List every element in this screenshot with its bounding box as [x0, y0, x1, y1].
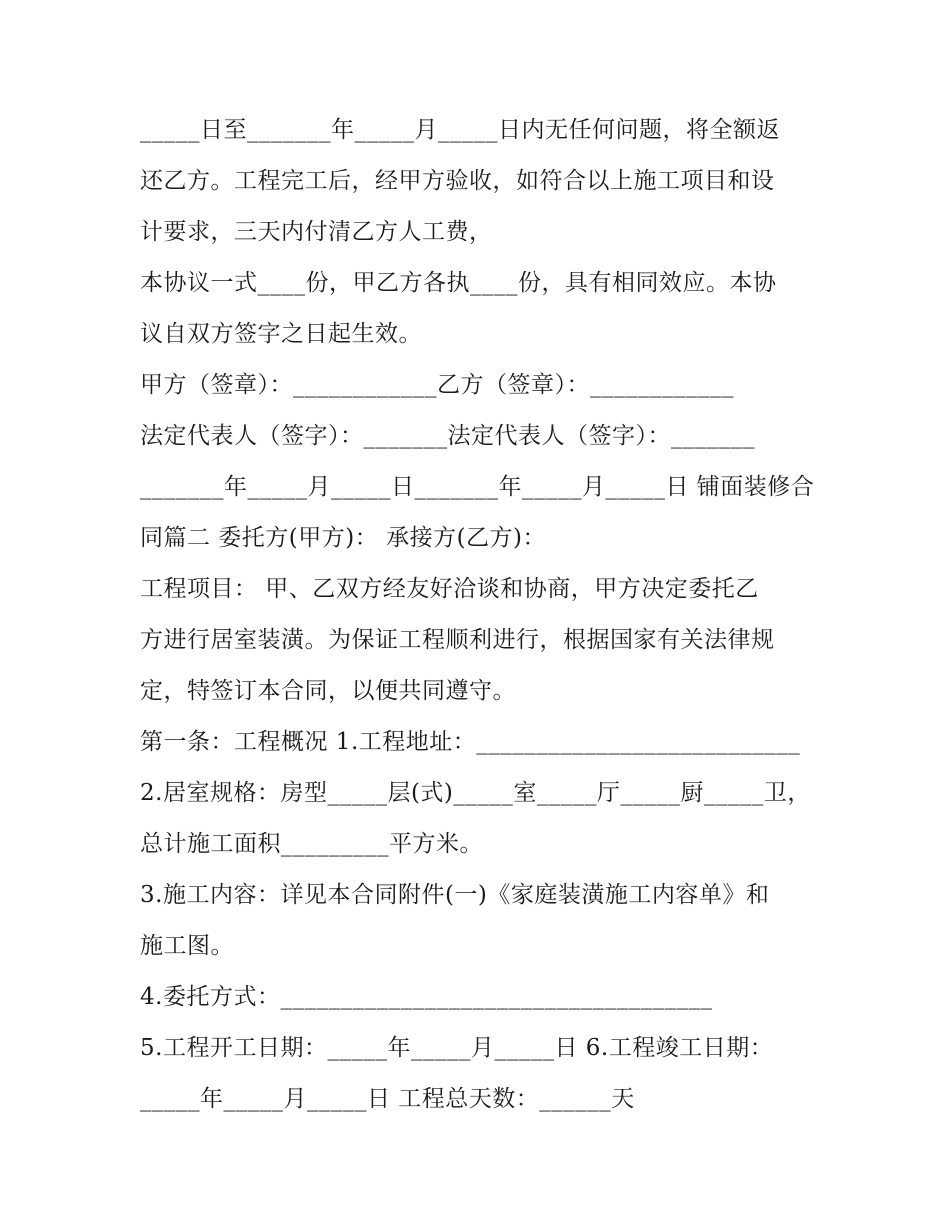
- text-line: _____日至_______年_____月_____日内无任何问题，将全额返: [140, 117, 780, 143]
- clause-line: 2.居室规格：房型_____层(式)_____室_____厅_____厨_____卫，: [140, 780, 811, 806]
- date-line: _______年_____月_____日_______年_____月_____日 铺面装修合: [140, 474, 815, 500]
- signature-line-representative: 法定代表人（签字）：_______法定代表人（签字）：_______: [140, 423, 755, 449]
- clause-line: 总计施工面积_________平方米。: [140, 831, 483, 857]
- text-line: 方进行居室装潢。为保证工程顺利进行，根据国家有关法律规: [140, 627, 775, 653]
- text-line: 议自双方签字之日起生效。: [140, 321, 422, 347]
- text-line: 本协议一式____份，甲乙方各执____份，具有相同效应。本协: [140, 270, 777, 296]
- text-line: 计要求，三天内付清乙方人工费，: [140, 219, 493, 245]
- text-line: 定，特签订本合同，以便共同遵守。: [140, 678, 516, 704]
- text-line: 还乙方。工程完工后，经甲方验收，如符合以上施工项目和设: [140, 168, 775, 194]
- section-heading: 同篇二 委托方(甲方)： 承接方(乙方)：: [140, 525, 547, 551]
- clause-line: 4.委托方式：____________________________________: [140, 984, 713, 1010]
- signature-line-party: 甲方（签章）：____________乙方（签章）：____________: [140, 372, 734, 398]
- text-line: 工程项目： 甲、乙双方经友好洽谈和协商，甲方决定委托乙: [140, 576, 759, 602]
- clause-line: _____年_____月_____日 工程总天数：______天: [140, 1086, 635, 1112]
- clause-line: 5.工程开工日期：_____年_____月_____日 6.工程竣工日期：: [140, 1035, 774, 1061]
- clause-line: 第一条：工程概况 1.工程地址：___________________________: [140, 729, 801, 755]
- clause-line: 3.施工内容：详见本合同附件(一)《家庭装潢施工内容单》和: [140, 882, 770, 908]
- clause-line: 施工图。: [140, 933, 234, 959]
- contract-text: [140, 105, 830, 1125]
